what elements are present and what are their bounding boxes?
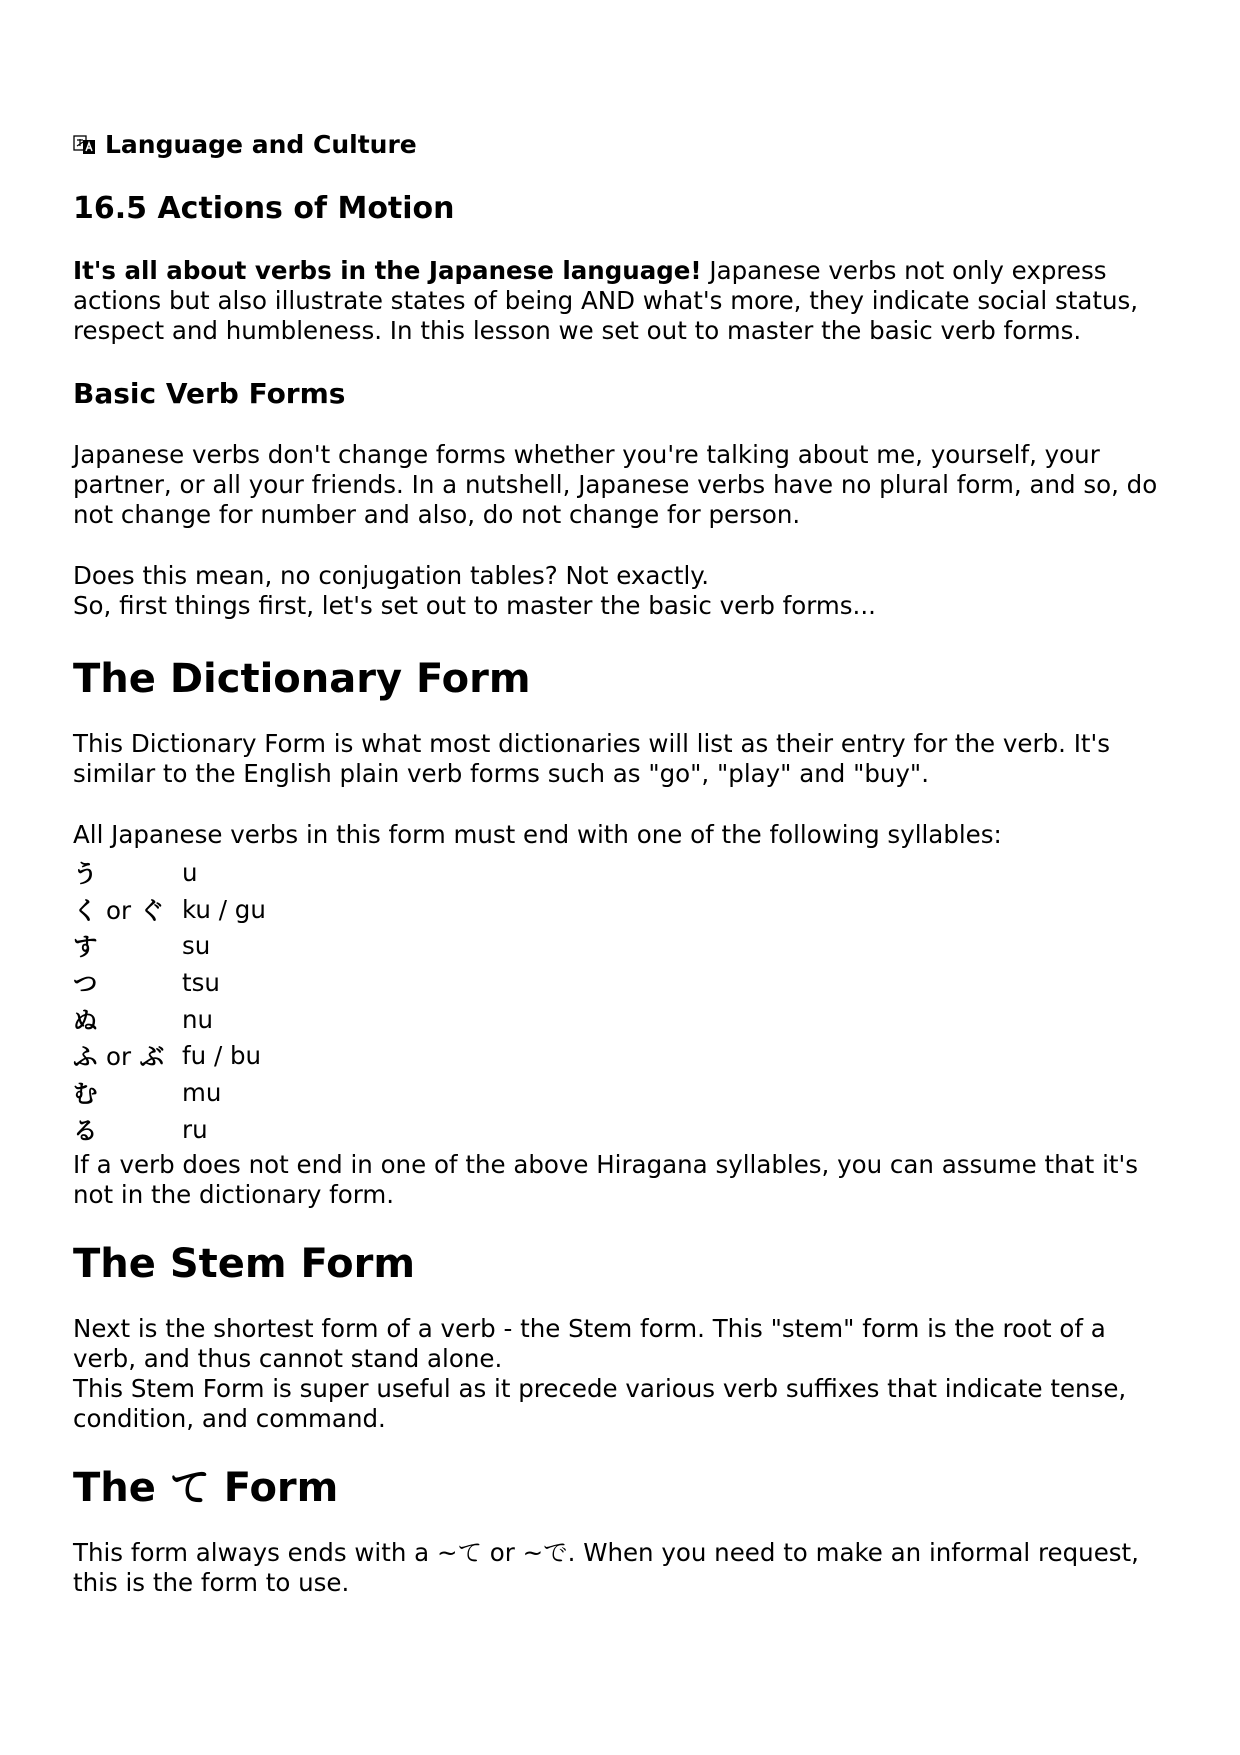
stem-form-para1: Next is the shortest form of a verb - the Stem form. This "stem" form is the root of a verb, and thus cannot stand alone. [73, 1313, 1106, 1373]
kana-primary: む [73, 1078, 98, 1108]
translation-icon [73, 133, 97, 157]
syllable-kana [73, 1037, 182, 1074]
basic-forms-para1: Japanese verbs don't change forms whether you're talking about me, yourself, your partner, or all your friends. In a nutshell, Japanese verbs have no plural form, and so, do not change for number and also, do not change for person. [73, 440, 1158, 529]
syllable-row [73, 1111, 266, 1148]
syllable-romaji: fu / bu [182, 1041, 262, 1071]
kana-alternate: ぶ [139, 1042, 165, 1072]
kana-primary: る [73, 1115, 98, 1145]
stem-form-heading: The Stem Form [73, 1240, 416, 1287]
basic-forms-heading: Basic Verb Forms [73, 377, 346, 410]
kana-primary: す [73, 932, 98, 962]
basic-forms-para2-line1: Does this mean, no conjugation tables? Not exactly. [73, 561, 710, 590]
syllable-row [73, 964, 266, 1001]
stem-form-para2: This Stem Form is super useful as it precede various verb suffixes that indicate tense, condition, and command. [73, 1373, 1127, 1433]
syllable-kana [73, 854, 182, 891]
kana-alternate: ぐ [139, 895, 165, 925]
syllable-kana [73, 1111, 182, 1148]
syllable-kana [73, 1074, 182, 1111]
syllable-kana [73, 891, 182, 928]
syllable-row [73, 891, 266, 928]
kicker [73, 128, 1173, 162]
syllable-romaji: ru [182, 1114, 208, 1144]
syllable-romaji: tsu [182, 967, 220, 997]
intro-paragraph [73, 256, 1173, 346]
syllable-row [73, 1001, 266, 1038]
basic-forms-para2-line2: So, first things first, let's set out to master the basic verb forms... [73, 591, 876, 620]
syllable-row [73, 1074, 266, 1111]
kana-primary: ぬ [73, 1005, 98, 1035]
section-title: 16.5 Actions of Motion [73, 191, 455, 226]
dictionary-form-para2: All Japanese verbs in this form must end with one of the following syllables: [73, 820, 1002, 849]
syllable-kana [73, 1001, 182, 1038]
syllable-row [73, 854, 266, 891]
syllable-romaji: ku / gu [182, 894, 266, 924]
syllable-kana [73, 964, 182, 1001]
intro-text: Japanese verbs not only express actions but also illustrate states of being AND what's more, they indicate social status, respect and humbleness. In this lesson we set out to master the basic verb forms. [73, 256, 1139, 345]
or-word: or [106, 895, 132, 925]
dictionary-form-para3: If a verb does not end in one of the above Hiragana syllables, you can assume that it's not in the dictionary form. [73, 1149, 1138, 1209]
syllable-kana [73, 927, 182, 964]
syllable-row [73, 1037, 266, 1074]
syllable-romaji: su [182, 931, 211, 961]
dictionary-form-para1: This Dictionary Form is what most dictionaries will list as their entry for the verb. It's similar to the English plain verb forms such as "go", "play" and "buy". [73, 729, 1111, 788]
kana-primary: う [73, 858, 98, 888]
or-word: or [106, 1042, 132, 1072]
syllable-row [73, 927, 266, 964]
syllable-romaji: nu [182, 1004, 214, 1034]
kana-primary: ふ [73, 1042, 98, 1072]
te-form-heading: The て Form [73, 1464, 339, 1511]
dictionary-form-heading: The Dictionary Form [73, 656, 531, 702]
page [73, 128, 1173, 1598]
syllable-table [73, 854, 266, 1148]
te-form-para1: This form always ends with a ~て or ~で. When you need to make an informal request, this is the form to use. [73, 1537, 1139, 1597]
kana-primary: く [73, 895, 98, 925]
kana-primary: つ [73, 968, 98, 998]
syllable-romaji: mu [182, 1077, 222, 1107]
syllable-romaji: u [182, 857, 198, 887]
kicker-label: Language and Culture [105, 130, 417, 159]
intro-lead: It's all about verbs in the Japanese language! [73, 256, 702, 285]
